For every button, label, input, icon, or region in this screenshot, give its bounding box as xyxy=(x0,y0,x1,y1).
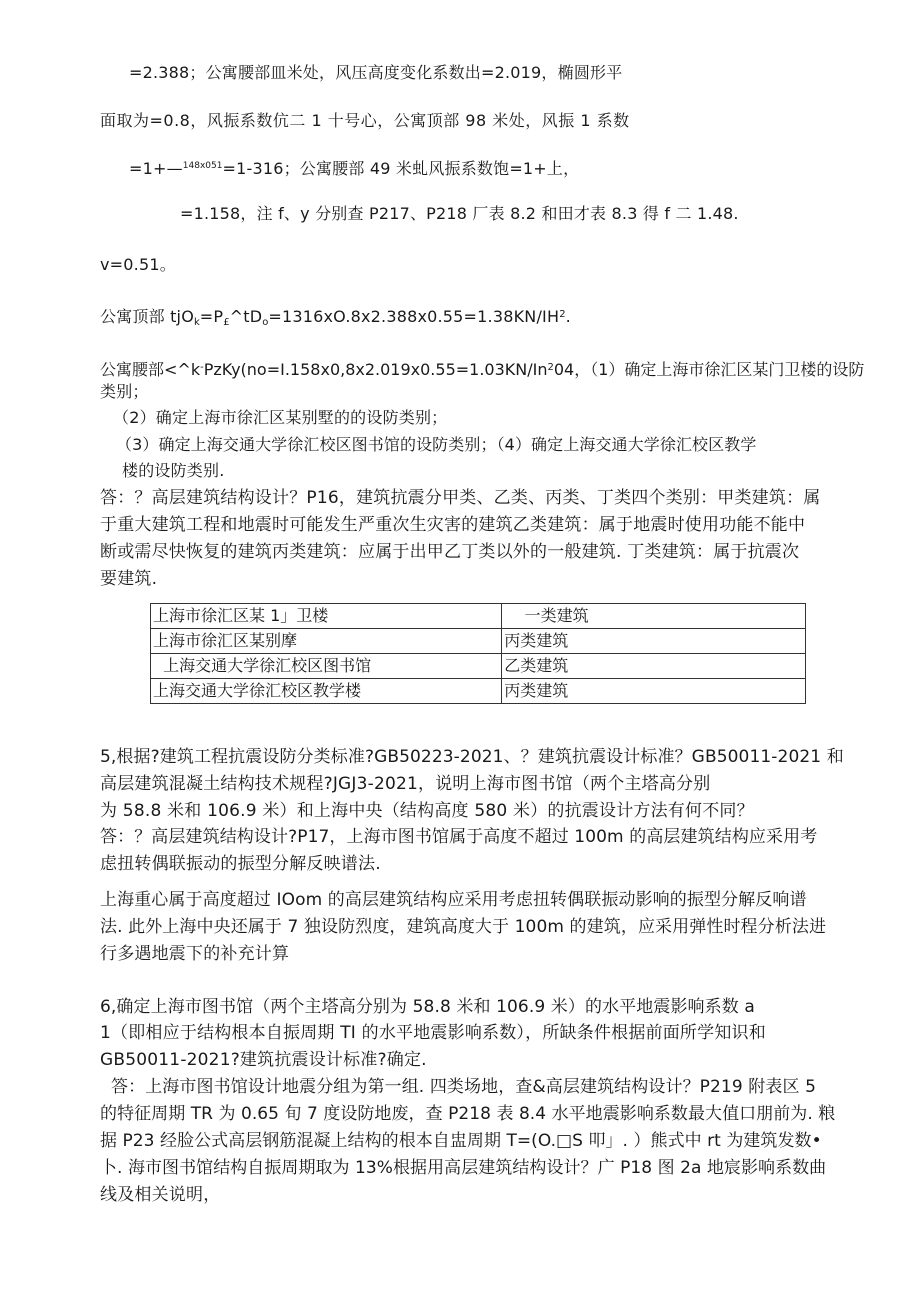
q5-line-3 xyxy=(100,800,754,822)
calc-line-6-sub-3: o xyxy=(262,317,269,328)
q6-line-2-text: 1（即相应于结构根本自振周期 TI 的水平地震影响系数），所缺条件根据前面所学知识和 xyxy=(100,1023,766,1043)
calc-line-3-a: =1+— xyxy=(129,159,183,178)
calc-line-5 xyxy=(100,254,176,276)
q5-para2-line-2-text: 法. 此外上海中央还属于 7 独设防烈度，建筑高度大于 100m 的建筑，应采用弹性时程分析法进 xyxy=(100,917,827,937)
q5-line-1-text: 5,根据?建筑工程抗震设防分类标准?GB50223-2021、？建筑抗震设计标准？GB50011-2021 和 xyxy=(100,747,844,767)
q6-line-3-text: GB50011-2021?建筑抗震设计标准?确定. xyxy=(100,1050,427,1070)
q6-line-1 xyxy=(100,996,755,1018)
calc-line-3 xyxy=(129,155,579,180)
calc-line-3-superscript: 148x051 xyxy=(182,161,223,171)
q4-answer-line-3-text: 断或需尽快恢复的建筑丙类建筑：应属于出甲乙丁类以外的一般建筑. 丁类建筑：属于抗震次 xyxy=(100,542,800,562)
q5-line-1 xyxy=(100,746,844,768)
calc-line-1 xyxy=(129,62,622,84)
q4-answer-line-1 xyxy=(100,487,820,509)
q6-line-2 xyxy=(100,1022,766,1044)
q4-answer-line-1-text: 答：？高层建筑结构设计？P16，建筑抗震分甲类、乙类、丙类、丁类四个类别：甲类建筑：属 xyxy=(100,488,821,508)
q6-answer-line-3 xyxy=(100,1130,822,1152)
calc-line-6-sub-2: £ xyxy=(223,317,230,328)
calc-line-5-text: v=0.51。 xyxy=(100,255,176,274)
q4-answer-line-2 xyxy=(100,514,805,536)
q6-answer-line-5-text: 线及相关说明， xyxy=(100,1185,221,1205)
q4-item-2 xyxy=(113,407,447,429)
calc-line-8-text: 类别； xyxy=(100,382,149,401)
classification-table xyxy=(150,603,806,704)
calc-line-4-text: =1.158，注 f、y 分别查 P217、P218 厂表 8.2 和田才表 8.3 得 f 二 1.48. xyxy=(180,204,739,223)
calc-line-7-c: 04，（1）确定上海市徐汇区某门卫楼的设防 xyxy=(553,360,865,379)
q4-answer-line-3 xyxy=(100,541,799,563)
q5-para2-line-3 xyxy=(100,943,289,965)
table-cell-building: 上海交通大学徐汇校区教学楼 xyxy=(151,679,502,704)
calc-line-8 xyxy=(100,381,149,403)
q4-item-4-cont xyxy=(122,460,225,482)
calc-line-7 xyxy=(100,357,864,381)
calc-line-6-e: . xyxy=(565,307,571,326)
table-row xyxy=(151,679,806,704)
table-row xyxy=(151,629,806,654)
calc-line-2-text: 面取为=0.8，风振系数伉二 1 十号心，公寓顶部 98 米处，风振 1 系数 xyxy=(100,111,630,130)
q4-item-4-cont-text: 楼的设防类别. xyxy=(122,461,225,480)
calc-line-6-superscript: 2 xyxy=(559,309,566,320)
q6-answer-line-1-text: 答：上海市图书馆设计地震分组为第一组. 四类场地，查&高层建筑结构设计？P219 附表区 5 xyxy=(100,1077,816,1097)
q4-answer-line-4-text: 要建筑. xyxy=(100,569,158,589)
q6-answer-line-4 xyxy=(100,1157,826,1179)
q5-answer-line-1-text: 答：？高层建筑结构设计?P17，上海市图书馆属于高度不超过 100m 的高层建筑结构应采用考 xyxy=(100,827,818,847)
table-cell-building: 上海市徐汇区某别摩 xyxy=(151,629,502,654)
q6-line-1-text: 6,确定上海市图书馆（两个主塔高分别为 58.8 米和 106.9 米）的水平地震影响系数 a xyxy=(100,997,755,1017)
q6-answer-line-4-text: 卜. 海市图书馆结构自振周期取为 13%根据用高层建筑结构设计？广 P18 图 2a 地宸影响系数曲 xyxy=(100,1158,827,1178)
q6-answer-line-2 xyxy=(100,1103,835,1125)
calc-line-2 xyxy=(100,110,630,132)
calc-line-6-a: 公寓顶部 tjO xyxy=(100,307,194,326)
q6-answer-line-2-text: 的特征周期 TR 为 0.65 旬 7 度设防地废，查 P218 表 8.4 水平地震影响系数最大值口朋前为. 粮 xyxy=(100,1104,836,1124)
q4-item-2-text: （2）确定上海市徐汇区某别墅的的设防类别； xyxy=(113,408,448,427)
q4-answer-line-2-text: 于重大建筑工程和地震时可能发生严重次生灾害的建筑乙类建筑：属于地震时使用功能不能中 xyxy=(100,515,806,535)
q6-answer-line-3-text: 据 P23 经脸公式高层钢筋混凝上结构的根本自盅周期 T=(O.□S 叩」. ）熊式中 rt 为建筑发数• xyxy=(100,1131,822,1151)
q4-item-3-4-text: （3）确定上海交通大学徐汇校区图书馆的设防类别；（4）确定上海交通大学徐汇校区教学 xyxy=(116,435,757,454)
table-cell-category: 丙类建筑 xyxy=(502,629,806,654)
calc-line-7-b: PzKy(no=I.158x0,8x2.019x0.55=1.03KN/In xyxy=(203,360,548,379)
calc-line-7-a: 公寓腰部<^k xyxy=(100,360,201,379)
calc-line-7-superscript: - xyxy=(200,362,204,373)
table-cell-building: 上海市徐汇区某 1」卫楼 xyxy=(151,604,502,629)
q6-answer-line-1 xyxy=(100,1076,816,1098)
q5-answer-line-2-text: 虑扭转偶联振动的振型分解反映谱法. xyxy=(100,854,381,874)
q5-line-2 xyxy=(100,773,710,795)
calc-line-7-superscript-2: 2 xyxy=(547,362,554,373)
calc-line-6-sub-1: k xyxy=(194,317,200,328)
q5-para2-line-1-text: 上海重心属于高度超过 IOom 的高层建筑结构应采用考虑扭转偶联振动影响的振型分解反响谱 xyxy=(100,890,807,910)
table-cell-category: 乙类建筑 xyxy=(502,654,806,679)
table-cell-category: 一类建筑 xyxy=(502,604,806,629)
q4-item-3-4 xyxy=(116,434,756,456)
calc-line-4 xyxy=(180,203,739,225)
q5-line-2-text: 高层建筑混凝土结构技术规程?JGJ3-2021，说明上海市图书馆（两个主塔高分别 xyxy=(100,774,711,794)
q4-answer-line-4 xyxy=(100,568,157,590)
q6-answer-line-5 xyxy=(100,1184,220,1206)
q5-answer-line-2 xyxy=(100,853,381,875)
calc-line-3-b: =1-316；公寓腰部 49 米虬风振系数饱=1+上， xyxy=(222,159,580,178)
calc-line-6 xyxy=(100,304,571,334)
q5-para2-line-2 xyxy=(100,916,826,938)
calc-line-6-d: =1316xO.8x2.388x0.55=1.38KN/IH xyxy=(268,307,560,326)
table-row xyxy=(151,654,806,679)
q5-answer-line-1 xyxy=(100,826,817,848)
q5-para2-line-1 xyxy=(100,889,807,911)
table-cell-category: 丙类建筑 xyxy=(502,679,806,704)
calc-line-6-b: =P xyxy=(199,307,224,326)
calc-line-6-c: ^tD xyxy=(229,307,263,326)
table-row xyxy=(151,604,806,629)
q5-para2-line-3-text: 行多遇地震下的补充计算 xyxy=(100,944,290,964)
table-cell-building: 上海交通大学徐汇校区图书馆 xyxy=(151,654,502,679)
q5-line-3-text: 为 58.8 米和 106.9 米）和上海中央（结构高度 580 米）的抗震设计方法有何不同？ xyxy=(100,801,754,821)
calc-line-1-text: =2.388；公寓腰部皿米处，风压高度变化系数出=2.019，椭圆形平 xyxy=(129,63,623,82)
q6-line-3 xyxy=(100,1049,427,1071)
